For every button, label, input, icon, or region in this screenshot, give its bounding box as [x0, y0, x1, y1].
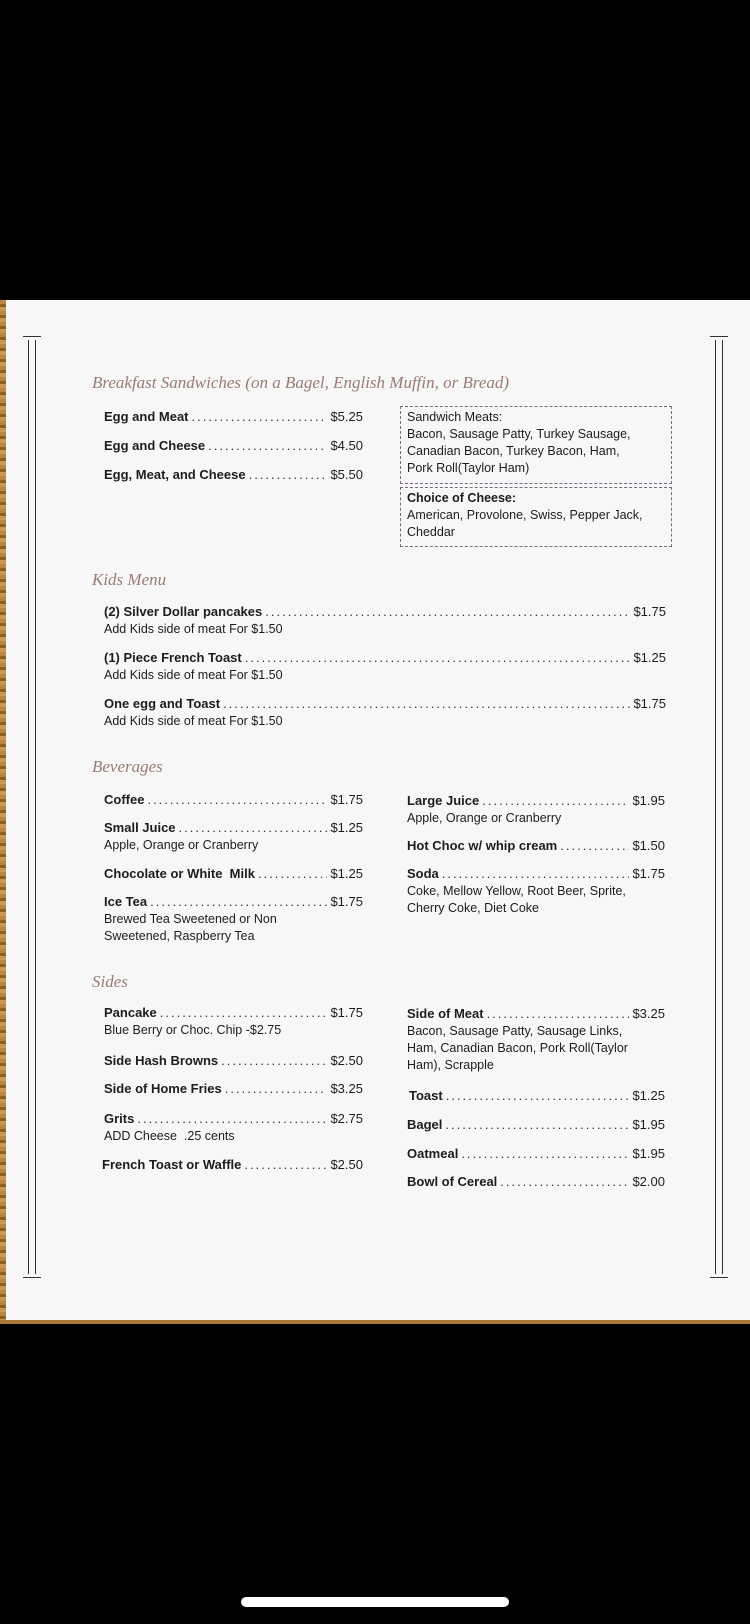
item-note: Ham), Scrapple: [407, 1058, 494, 1072]
menu-item: [104, 467, 363, 482]
item-name: Side of Meat: [407, 1006, 484, 1021]
menu-item: [104, 1081, 363, 1096]
item-price: $1.75: [632, 866, 665, 881]
right-border-rule: [715, 340, 723, 1274]
item-price: $2.75: [330, 1111, 363, 1126]
menu-item: [407, 838, 665, 853]
cheese-title: Choice of Cheese:: [407, 491, 517, 505]
item-note: Apple, Orange or Cranberry: [407, 811, 562, 825]
item-price: $1.75: [330, 894, 363, 909]
menu-item: [104, 866, 363, 881]
item-note: Add Kids side of meat For $1.50: [104, 668, 283, 682]
item-name: Hot Choc w/ whip cream: [407, 838, 558, 853]
beverages-title: Beverages: [92, 757, 163, 776]
item-price: $1.25: [633, 650, 666, 665]
menu-item: [407, 1174, 665, 1189]
item-note: Brewed Tea Sweetened or Non: [104, 912, 277, 926]
menu-item: [104, 1005, 363, 1020]
menu-item: [104, 894, 363, 909]
wood-edge-bottom: [0, 1320, 750, 1324]
item-name: (1) Piece French Toast: [104, 650, 242, 665]
item-price: $1.95: [632, 1146, 665, 1161]
item-note: Sweetened, Raspberry Tea: [104, 929, 255, 943]
item-price: $2.50: [330, 1157, 363, 1172]
item-price: $1.95: [632, 793, 665, 808]
cheese-line: American, Provolone, Swiss, Pepper Jack,: [407, 508, 643, 522]
left-border-rule: [28, 340, 36, 1274]
item-price: $1.75: [330, 1005, 363, 1020]
home-indicator[interactable]: [241, 1597, 509, 1607]
item-note: Bacon, Sausage Patty, Sausage Links,: [407, 1024, 623, 1038]
menu-item: [104, 792, 363, 807]
meats-line: Canadian Bacon, Turkey Bacon, Ham,: [407, 444, 620, 458]
item-price: $3.25: [632, 1006, 665, 1021]
item-name: Small Juice: [104, 820, 176, 835]
meats-title: Sandwich Meats:: [407, 410, 503, 424]
item-note: Cherry Coke, Diet Coke: [407, 901, 539, 915]
sandwich-meats-box: [400, 406, 672, 484]
item-price: $5.25: [330, 409, 363, 424]
menu-item: [407, 1117, 665, 1132]
menu-item: [104, 696, 666, 711]
menu-item: [407, 793, 665, 808]
item-note: Ham, Canadian Bacon, Pork Roll(Taylor: [407, 1041, 628, 1055]
item-note: Add Kids side of meat For $1.50: [104, 714, 283, 728]
menu-item: [104, 650, 666, 665]
item-name: One egg and Toast: [104, 696, 221, 711]
menu-item: [407, 1006, 665, 1021]
cheese-line: Cheddar: [407, 525, 455, 539]
menu-item: [104, 438, 363, 453]
cheese-box: [400, 487, 672, 547]
item-price: $1.75: [633, 696, 666, 711]
item-name: Side Hash Browns: [104, 1053, 219, 1068]
item-name: Egg and Meat: [104, 409, 189, 424]
menu-item: [104, 409, 363, 424]
item-price: $1.25: [632, 1088, 665, 1103]
menu-item: [407, 866, 665, 881]
item-name: Grits: [104, 1111, 135, 1126]
item-note: Blue Berry or Choc. Chip -$2.75: [104, 1023, 282, 1037]
item-name: Oatmeal: [407, 1146, 459, 1161]
item-name: Chocolate or White Milk: [104, 866, 255, 881]
menu-item: [102, 1157, 363, 1172]
sides-title: Sides: [92, 972, 128, 991]
item-name: (2) Silver Dollar pancakes: [104, 604, 263, 619]
item-price: $1.50: [632, 838, 665, 853]
item-name: Soda: [407, 866, 439, 881]
item-price: $3.25: [330, 1081, 363, 1096]
menu-item: [407, 1146, 665, 1161]
item-price: $2.00: [632, 1174, 665, 1189]
item-price: $4.50: [330, 438, 363, 453]
item-price: $2.50: [330, 1053, 363, 1068]
item-name: Ice Tea: [104, 894, 148, 909]
menu-item: [104, 604, 666, 619]
item-name: Bagel: [407, 1117, 443, 1132]
item-note: Add Kids side of meat For $1.50: [104, 622, 283, 636]
menu-item: [104, 820, 363, 835]
kids-title: Kids Menu: [92, 570, 167, 589]
item-price: $1.75: [633, 604, 666, 619]
item-price: $5.50: [330, 467, 363, 482]
item-name: Bowl of Cereal: [407, 1174, 498, 1189]
meats-line: Bacon, Sausage Patty, Turkey Sausage,: [407, 427, 631, 441]
item-price: $1.95: [632, 1117, 665, 1132]
item-name: French Toast or Waffle: [102, 1157, 242, 1172]
item-price: $1.75: [330, 792, 363, 807]
item-name: Toast: [409, 1088, 443, 1103]
item-note: Apple, Orange or Cranberry: [104, 838, 259, 852]
item-name: Coffee: [104, 792, 145, 807]
menu-item: [104, 1111, 363, 1126]
menu-item: [104, 1053, 363, 1068]
item-note: ADD Cheese .25 cents: [104, 1129, 235, 1143]
item-name: Large Juice: [407, 793, 480, 808]
item-note: Coke, Mellow Yellow, Root Beer, Sprite,: [407, 884, 626, 898]
item-name: Egg and Cheese: [104, 438, 206, 453]
item-name: Egg, Meat, and Cheese: [104, 467, 246, 482]
item-price: $1.25: [330, 820, 363, 835]
wood-edge: [0, 300, 6, 1323]
meats-line: Pork Roll(Taylor Ham): [407, 461, 530, 475]
menu-item: [409, 1088, 665, 1103]
breakfast-title: Breakfast Sandwiches (on a Bagel, English Muffin, or Bread): [92, 373, 510, 392]
item-name: Pancake: [104, 1005, 157, 1020]
item-name: Side of Home Fries: [104, 1081, 222, 1096]
item-price: $1.25: [330, 866, 363, 881]
